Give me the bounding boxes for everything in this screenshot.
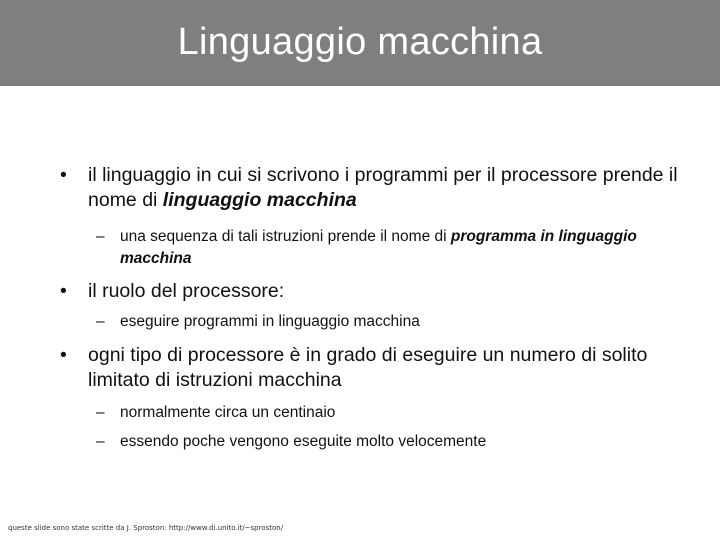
sub-dash: – (96, 228, 105, 245)
bullet-1-plain: il linguaggio in cui si scrivono i programmi per il processore prende il nome di (88, 164, 678, 211)
bullet-1-sub-1-plain: una sequenza di tali istruzioni prende il nome di (120, 228, 451, 245)
sub-dash: – (96, 313, 105, 330)
bullet-1-text (88, 163, 678, 213)
slide-title: Linguaggio macchina (177, 20, 543, 63)
bullet-2-text: il ruolo del processore: (88, 280, 285, 302)
bullet-1-emphasis: linguaggio macchina (162, 189, 357, 211)
bullet-3-text: ogni tipo di processore è in grado di eseguire un numero di solito limitato di istruzioni macchina (88, 344, 648, 391)
bullet-3-sub-1-text: normalmente circa un centinaio (120, 404, 336, 421)
bullet-dot: • (60, 280, 67, 302)
bullet-1-sub-1-text (120, 226, 660, 270)
sub-dash: – (96, 404, 105, 421)
bullet-2-sub-1-text: eseguire programmi in linguaggio macchina (120, 313, 420, 330)
bullet-3-sub-2-text: essendo poche vengono eseguite molto velocemente (120, 433, 487, 450)
bullet-1-sub-1-emphasis: programma in linguaggio macchina (120, 228, 637, 267)
bullet-dot: • (60, 164, 67, 186)
sub-dash: – (96, 433, 105, 450)
footer-credit: queste slide sono state scritte da J. Sproston: http://www.di.unito.it/~sproston/ (8, 524, 284, 532)
bullet-dot: • (60, 344, 67, 366)
